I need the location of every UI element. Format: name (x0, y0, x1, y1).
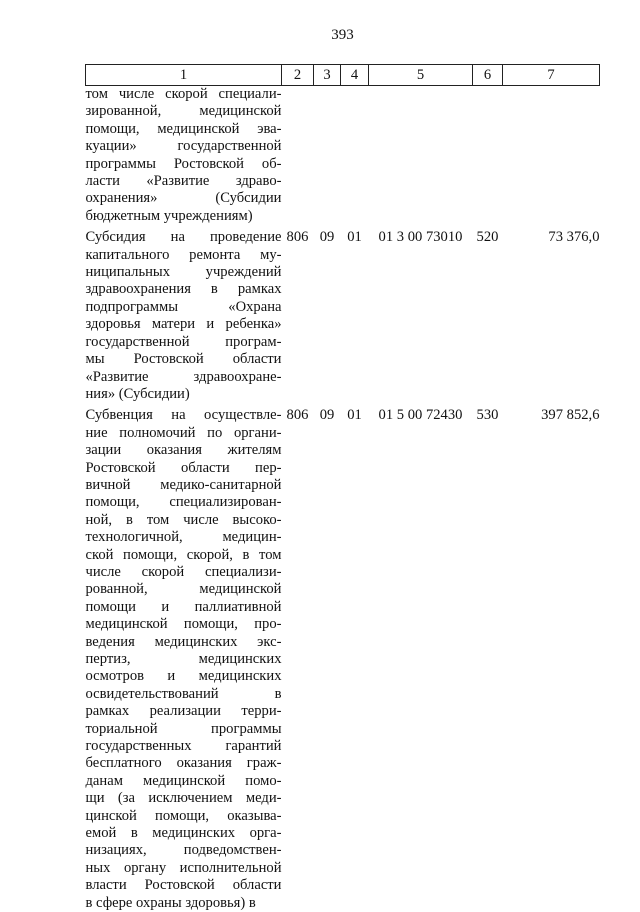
description-line: ных органу исполнительной (85, 859, 282, 876)
header-col-4: 4 (341, 65, 369, 86)
description-line: ной, в том числе высоко- (85, 511, 282, 528)
row-admin-code: 806 (286, 229, 309, 246)
row-admin-code: 806 (286, 407, 309, 424)
description-line: данам медицинской помо- (85, 772, 282, 789)
description-line: числе скорой специализи- (85, 563, 282, 580)
description-line: рамках реализации терри- (85, 703, 282, 720)
budget-table (85, 64, 600, 912)
description-line: ской помощи, скорой, в том (85, 546, 282, 563)
description-line: подпрограммы «Охрана (85, 298, 282, 315)
description-line: помощи и паллиативной (85, 598, 282, 615)
description-line: здравоохранения в рамках (85, 281, 282, 298)
description-line: технологичной, медицин- (85, 529, 282, 546)
description-line: Субвенция на осуществле- (85, 407, 282, 424)
description-line: программы Ростовской об- (85, 155, 282, 172)
row-admin-code (282, 86, 314, 226)
table-row (86, 225, 600, 403)
description-line: зированной, медицинской (85, 103, 282, 120)
description-line: помощи, медицинской эва- (85, 120, 282, 137)
description-line: Ростовской области пер- (85, 459, 282, 476)
description-line: рованной, медицинской (85, 581, 282, 598)
row-expense-type (473, 86, 503, 226)
header-col-2: 2 (282, 65, 314, 86)
row-expense-type: 530 (476, 407, 499, 424)
description-line: ние полномочий по органи- (85, 424, 282, 441)
table-row (86, 403, 600, 912)
header-col-1: 1 (86, 65, 282, 86)
header-col-6: 6 (473, 65, 503, 86)
description-line: вичной медико-санитарной (85, 476, 282, 493)
row-amount: 397 852,6 (541, 407, 600, 424)
description-line: том числе скорой специали- (85, 86, 282, 102)
description-line: Субсидия на проведение (85, 229, 282, 246)
description-line: медицинской помощи, про- (85, 616, 282, 633)
row-description (86, 403, 282, 912)
description-line: бесплатного оказания граж- (85, 755, 282, 772)
description-line: ния» (Субсидии) (85, 385, 190, 402)
row-target-article (369, 86, 473, 226)
description-line: зации оказания жителям (85, 442, 282, 459)
description-line: мы Ростовской области (85, 351, 282, 368)
description-line: здоровья матери и ребенка» (85, 316, 282, 333)
description-line: цинской помощи, оказыва- (85, 807, 282, 824)
row-subsection-code (341, 86, 369, 226)
row-description (86, 225, 282, 403)
description-line: бюджетным учреждениям) (85, 207, 253, 224)
description-line: государственных гарантий (85, 738, 282, 755)
table-row (86, 86, 600, 226)
description-line: емой в медицинских орга- (85, 825, 282, 842)
description-line: куации» государственной (85, 138, 282, 155)
description-line: государственной програм- (85, 333, 282, 350)
description-line: ниципальных учреждений (85, 264, 282, 281)
description-line: щи (за исключением меди- (85, 790, 282, 807)
page-number: 393 (331, 27, 354, 43)
row-subsection-code: 01 (347, 407, 362, 424)
description-line: охранения» (Субсидии (85, 190, 282, 207)
row-description (86, 86, 282, 226)
header-col-5: 5 (369, 65, 473, 86)
description-line: «Развитие здравоохране- (85, 368, 282, 385)
description-line: капитального ремонта му- (85, 246, 282, 263)
row-amount (503, 86, 600, 226)
row-amount: 73 376,0 (548, 229, 600, 246)
row-section-code: 09 (319, 229, 335, 246)
description-line: освидетельствований в (85, 685, 282, 702)
row-section-code (314, 86, 341, 226)
description-line: ласти «Развитие здраво- (85, 173, 282, 190)
description-line: помощи, специализирован- (85, 494, 282, 511)
description-line: власти Ростовской области (85, 877, 282, 894)
description-line: ведения медицинских экс- (85, 633, 282, 650)
description-line: ториальной программы (85, 720, 282, 737)
header-col-3: 3 (314, 65, 341, 86)
description-line: пертиз, медицинских (85, 651, 282, 667)
description-line: в сфере охраны здоровья) в (85, 894, 256, 911)
description-line: осмотров и медицинских (85, 668, 282, 685)
row-expense-type: 520 (476, 229, 499, 246)
description-line: низациях, подведомствен- (85, 842, 282, 859)
row-target-article: 01 3 00 73010 (378, 229, 463, 246)
row-target-article: 01 5 00 72430 (378, 407, 463, 424)
row-section-code: 09 (319, 407, 335, 424)
header-row (86, 65, 600, 86)
header-col-7: 7 (503, 65, 600, 86)
row-subsection-code: 01 (347, 229, 362, 246)
